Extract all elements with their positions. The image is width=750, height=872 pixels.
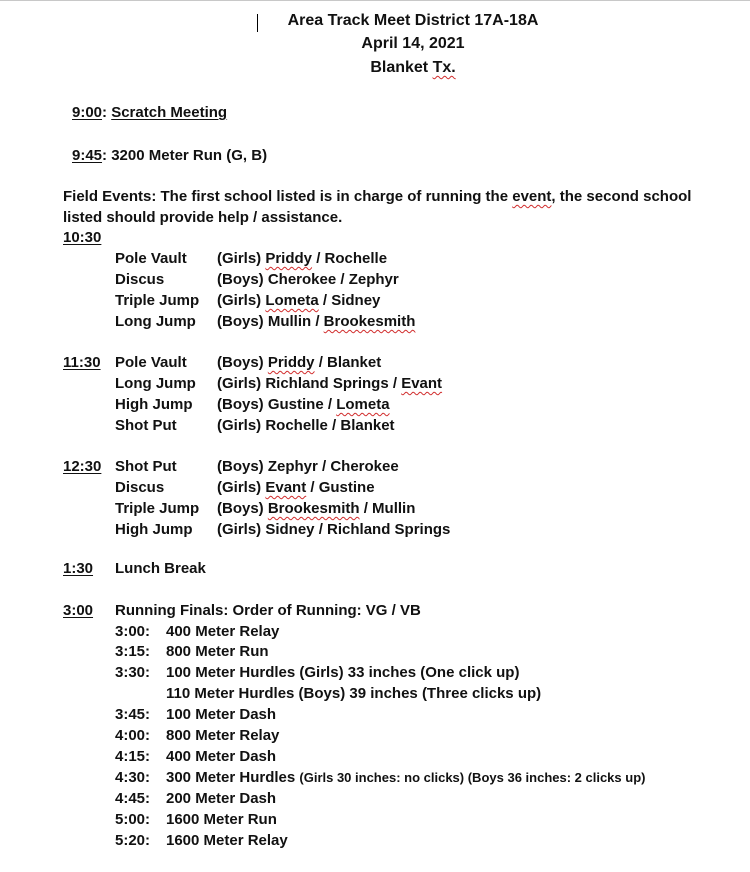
field-event-schools: (Girls) Sidney / Richland Springs [217,521,451,538]
lunch-time: 1:30 [63,560,94,577]
field-event-schools: (Boys) Mullin / Brookesmith [217,313,416,330]
lunch-text: Lunch Break [115,560,206,577]
final-event: 300 Meter Hurdles (Girls 30 inches: no clicks) (Boys 36 inches: 2 clicks up) [166,769,646,786]
note-text: Field Events: The first school listed is in charge of running the [63,188,513,205]
field-event-schools: (Boys) Brookesmith / Mullin [217,500,416,517]
field-event: Discus [115,271,165,288]
block-time-1030: 10:30 [63,229,102,246]
field-event: Triple Jump [115,292,200,309]
schedule-item-scratch [72,103,227,122]
final-event: 800 Meter Relay [166,727,280,744]
field-event: Pole Vault [115,354,187,371]
final-event: 400 Meter Dash [166,748,277,765]
final-event: 400 Meter Relay [166,623,280,640]
final-time: 4:00: [115,727,151,744]
time-separator: : [102,147,112,164]
location-state-misspelled: Tx. [432,59,456,76]
final-event: 1600 Meter Relay [166,832,288,849]
field-event: Long Jump [115,313,196,330]
schedule-item-3200 [72,146,267,165]
field-event-schools: (Boys) Cherokee / Zephyr [217,271,399,288]
field-event-schools: (Girls) Rochelle / Blanket [217,417,395,434]
field-events-note [63,186,733,228]
final-event: 110 Meter Hurdles (Boys) 39 inches (Three clicks up) [166,685,542,702]
schedule-time: 9:00 [72,104,103,121]
final-time: 5:00: [115,811,151,828]
field-event: High Jump [115,396,193,413]
field-event-schools: (Boys) Zephyr / Cherokee [217,458,399,475]
field-event-schools: (Girls) Lometa / Sidney [217,292,381,309]
final-event: 1600 Meter Run [166,811,277,828]
final-time: 3:15: [115,643,151,660]
field-event: Triple Jump [115,500,200,517]
final-event: 100 Meter Dash [166,706,277,723]
field-event: High Jump [115,521,193,538]
note-misspelled-word: event [512,188,552,205]
final-time: 5:20: [115,832,151,849]
field-event: Long Jump [115,375,196,392]
location-name: Blanket [370,59,433,76]
field-event: Shot Put [115,417,177,434]
block-time-1130: 11:30 [63,354,101,371]
final-time: 4:30: [115,769,151,786]
final-event: 800 Meter Run [166,643,269,660]
field-event-schools: (Girls) Richland Springs / Evant [217,375,443,392]
note-text: , the second school listed should provide help / assistance. [63,188,692,226]
final-time: 3:45: [115,706,151,723]
field-event: Shot Put [115,458,177,475]
schedule-text: Scratch Meeting [111,104,228,121]
meet-date: April 14, 2021 [361,35,465,52]
final-time: 4:15: [115,748,151,765]
final-time: 4:45: [115,790,151,807]
time-separator: : [102,104,112,121]
finals-heading: Running Finals: Order of Running: VG / VB [115,602,421,619]
field-event: Pole Vault [115,250,187,267]
field-event-schools: (Girls) Priddy / Rochelle [217,250,388,267]
finals-time: 3:00 [63,602,94,619]
final-time: 3:30: [115,664,151,681]
field-event-schools: (Boys) Priddy / Blanket [217,354,382,371]
block-time-1230: 12:30 [63,458,102,475]
final-event: 200 Meter Dash [166,790,277,807]
field-event: Discus [115,479,165,496]
final-event: 100 Meter Hurdles (Girls) 33 inches (One click up) [166,664,520,681]
schedule-time: 9:45 [72,147,103,164]
final-time: 3:00: [115,623,151,640]
field-event-schools: (Boys) Gustine / Lometa [217,396,390,413]
meet-location [258,57,568,79]
field-event-schools: (Girls) Evant / Gustine [217,479,375,496]
schedule-text: 3200 Meter Run (G, B) [111,147,268,164]
meet-title: Area Track Meet District 17A-18A [287,12,539,29]
